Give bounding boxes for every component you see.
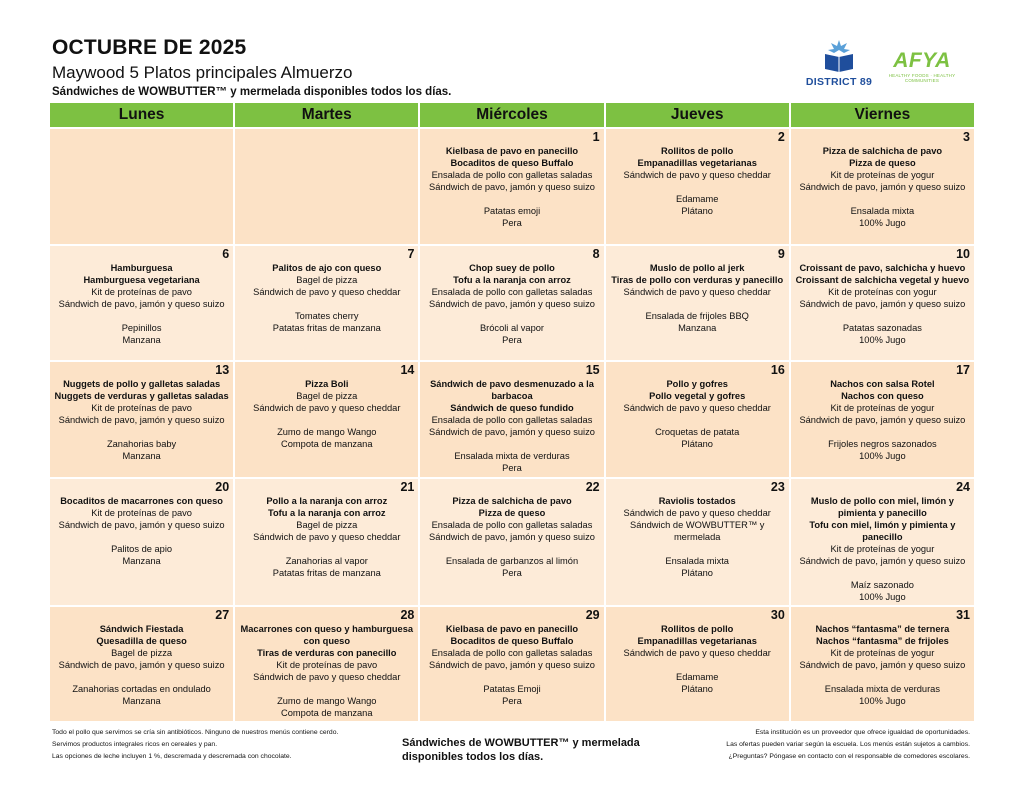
day-cell [606, 246, 789, 361]
main-dish: Tofu con miel, limón y pimienta y panecillo [809, 519, 956, 542]
footer-notes-right [660, 727, 970, 763]
main-dish: Nachos con queso [841, 391, 924, 401]
day-number: 27 [215, 607, 230, 622]
side-item: Zumo de mango Wango [277, 695, 377, 706]
menu-option: Kit de proteínas de yogur [830, 170, 935, 180]
menu-option: Sándwich de pavo, jamón y queso suizo [58, 415, 225, 425]
main-dish: Palitos de ajo con queso [272, 262, 382, 273]
day-number: 6 [222, 246, 230, 261]
menu-option: Kit de proteínas de pavo [276, 659, 378, 670]
side-item: Pera [502, 695, 522, 706]
menu-option: Sándwich de WOWBUTTER™ y mermelada [630, 519, 765, 542]
main-dish: Pizza de queso [478, 507, 546, 518]
main-dish: Raviolis tostados [658, 495, 736, 506]
main-dish: Nachos “fantasma” de ternera [815, 623, 950, 634]
menu-option: Kit de proteínas de pavo [91, 286, 192, 297]
side-item: Patatas Emoji [483, 683, 541, 694]
side-item: Manzana [122, 451, 161, 461]
day-cell [50, 479, 233, 605]
spacer [609, 543, 786, 555]
side-item: Pepinillos [121, 322, 162, 333]
side-item: 100% Jugo [859, 218, 906, 228]
spacer [423, 310, 600, 322]
menu-option: Ensalada de pollo con galletas saladas [431, 647, 593, 658]
menu-option: Sándwich de pavo y queso cheddar [623, 286, 771, 297]
side-item: Plátano [681, 206, 713, 216]
menu-option: Sándwich de pavo y queso cheddar [623, 403, 771, 413]
menu-option: Sándwich de pavo, jamón y queso suizo [58, 298, 225, 309]
menu-option: Sándwich de pavo y queso cheddar [623, 647, 771, 658]
day-cell [606, 607, 789, 722]
side-item: Ensalada mixta de verduras [454, 451, 570, 461]
side-item: Patatas fritas de manzana [272, 567, 381, 578]
menu-option: Kit de proteínas con yogur [828, 286, 937, 297]
side-item: Brócoli al vapor [479, 322, 545, 333]
spacer [238, 543, 415, 555]
day-number: 2 [777, 130, 785, 144]
menu-option: Kit de proteínas de yogur [830, 647, 935, 658]
day-number: 7 [407, 246, 415, 261]
spacer [794, 567, 971, 579]
menu-option: Sándwich de pavo y queso cheddar [253, 531, 401, 542]
side-item: Ensalada de garbanzos al limón [445, 555, 579, 566]
side-item: Manzana [122, 555, 161, 566]
day-cell [235, 246, 418, 361]
side-item: Manzana [122, 695, 161, 706]
day-cell [606, 129, 789, 244]
header-note: Sándwiches de WOWBUTTER™ y mermelada disponibles todos los días. [52, 86, 452, 98]
main-dish: Macarrones con queso y hamburguesa con queso [240, 623, 414, 646]
spacer [53, 310, 230, 322]
side-item: Croquetas de patata [655, 427, 740, 437]
main-dish: Chop suey de pollo [469, 262, 555, 273]
main-dish: Nachos “fantasma” de frijoles [816, 635, 949, 646]
side-item: Palitos de apio [111, 543, 173, 554]
day-number: 28 [400, 607, 415, 622]
day-cell [420, 607, 603, 722]
day-number: 10 [956, 246, 970, 261]
side-item: Plátano [681, 439, 713, 449]
day-cell [420, 362, 603, 477]
menu-option: Sándwich de pavo y queso cheddar [623, 170, 771, 180]
side-item: Frijoles negros sazonados [828, 439, 937, 449]
side-item: 100% Jugo [859, 591, 906, 602]
side-item: Pera [502, 567, 522, 578]
footer-note: Todo el pollo que servimos se cría sin antibióticos. Ninguno de nuestros menús contiene cerdo. [52, 729, 339, 736]
district-logo-text: DISTRICT 89 [805, 76, 873, 88]
menu-option: Sándwich de pavo, jamón y queso suizo [799, 555, 966, 566]
day-cell [50, 129, 233, 244]
day-cell [606, 362, 789, 477]
main-dish: Rollitos de pollo [661, 146, 734, 156]
footer-notes-left [52, 727, 412, 763]
side-item: Maíz sazonado [850, 579, 914, 590]
menu-option: Sándwich de pavo, jamón y queso suizo [429, 531, 595, 542]
menu-option: Bagel de pizza [296, 274, 358, 285]
side-item: Edamame [676, 194, 719, 204]
footer-note: Esta institución es un proveedor que ofrece igualdad de oportunidades. [755, 729, 970, 736]
menu-option: Ensalada de pollo con galletas saladas [431, 286, 593, 297]
spacer [423, 671, 600, 683]
day-cell [420, 129, 603, 244]
day-number: 16 [770, 363, 785, 377]
menu-option: Sándwich de pavo, jamón y queso suizo [429, 182, 595, 192]
side-item: Plátano [681, 567, 713, 578]
side-item: Patatas sazonadas [842, 322, 922, 333]
spacer [609, 659, 786, 671]
day-number: 29 [585, 607, 600, 622]
footer-note: ¿Preguntas? Póngase en contacto con el responsable de comedores escolares. [728, 753, 970, 760]
spacer [238, 414, 415, 426]
day-cell [791, 479, 974, 605]
day-header-jueves: Jueves [606, 103, 789, 127]
menu-option: Sándwich de pavo, jamón y queso suizo [58, 519, 225, 530]
day-cell [791, 362, 974, 477]
side-item: Tomates cherry [295, 310, 359, 321]
main-dish: Croissant de pavo, salchicha y huevo [799, 262, 966, 273]
day-header-viernes: Viernes [791, 103, 974, 127]
main-dish: Empanadillas vegetarianas [637, 635, 757, 646]
footer-note: Las opciones de leche incluyen 1 %, descremada y descremada con chocolate. [52, 753, 292, 760]
menu-option: Sándwich de pavo, jamón y queso suizo [799, 415, 966, 425]
main-dish: Tiras de pollo con verduras y panecillo [611, 274, 784, 285]
menu-option: Kit de proteínas de yogur [830, 543, 935, 554]
spacer [53, 671, 230, 683]
main-dish: Bocaditos de macarrones con queso [60, 495, 223, 506]
afya-logo [886, 50, 958, 88]
side-item: 100% Jugo [859, 451, 906, 461]
day-cell [235, 607, 418, 722]
spacer [423, 193, 600, 205]
day-number: 9 [777, 246, 785, 261]
spacer [609, 298, 786, 310]
district-emblem-icon [819, 38, 859, 72]
menu-option: Sándwich de pavo, jamón y queso suizo [429, 298, 595, 309]
menu-option: Sándwich de pavo y queso cheddar [253, 671, 401, 682]
day-cell [420, 246, 603, 361]
main-dish: Pollo y gofres [666, 379, 728, 389]
menu-option: Sándwich de pavo, jamón y queso suizo [799, 659, 966, 670]
menu-option: Sándwich de pavo, jamón y queso suizo [429, 659, 595, 670]
main-dish: Hamburguesa [110, 262, 173, 273]
spacer [794, 671, 971, 683]
menu-option: Sándwich de pavo, jamón y queso suizo [58, 659, 225, 670]
spacer [609, 181, 786, 193]
day-number: 23 [770, 479, 785, 494]
main-dish: Pollo a la naranja con arroz [266, 495, 388, 506]
day-number: 20 [215, 479, 230, 494]
side-item: Manzana [678, 322, 717, 333]
main-dish: Bocaditos de queso Buffalo [450, 158, 574, 168]
day-number: 17 [956, 363, 970, 377]
district-89-logo [800, 38, 878, 94]
day-header-lunes: Lunes [50, 103, 233, 127]
main-dish: Tofu a la naranja con arroz [453, 274, 571, 285]
day-header-miercoles: Miércoles [420, 103, 603, 127]
day-number: 24 [956, 479, 970, 494]
spacer [794, 310, 971, 322]
menu-option: Ensalada de pollo con galletas saladas [431, 170, 593, 180]
menu-option: Bagel de pizza [111, 647, 173, 658]
main-dish: Pizza Boli [305, 379, 349, 389]
menu-option: Kit de proteínas de pavo [91, 403, 192, 413]
main-dish: Tiras de verduras con panecillo [257, 647, 397, 658]
side-item: Zanahorias baby [106, 439, 177, 449]
spacer [423, 543, 600, 555]
day-cell [606, 479, 789, 605]
main-dish: Kielbasa de pavo en panecillo [445, 146, 579, 156]
main-dish: Nuggets de verduras y galletas saladas [54, 391, 229, 401]
footer-note: Servimos productos integrales ricos en cereales y pan. [52, 741, 218, 748]
side-item: Zanahorias cortadas en ondulado [72, 683, 211, 694]
side-item: Ensalada mixta de verduras [824, 683, 941, 694]
main-dish: Empanadillas vegetarianas [637, 158, 757, 168]
side-item: 100% Jugo [859, 695, 906, 706]
menu-calendar [50, 103, 974, 721]
side-item: Ensalada mixta [665, 555, 729, 566]
main-dish: Kielbasa de pavo en panecillo [445, 623, 579, 634]
day-number: 15 [585, 363, 600, 377]
side-item: Plátano [681, 683, 713, 694]
day-cell [50, 607, 233, 722]
menu-option: Bagel de pizza [296, 519, 358, 530]
day-cell [50, 362, 233, 477]
day-cell [235, 129, 418, 244]
main-dish: Pollo vegetal y gofres [649, 391, 746, 401]
footer-wowbutter-note: Sándwiches de WOWBUTTER™ y mermelada disponibles todos los días. [402, 737, 640, 763]
main-dish: Nachos con salsa Rotel [830, 379, 935, 389]
main-dish: Hamburguesa vegetariana [83, 274, 200, 285]
side-item: Manzana [122, 334, 161, 345]
side-item: Zumo de mango Wango [277, 427, 377, 437]
day-number: 21 [400, 479, 415, 494]
day-header-martes: Martes [235, 103, 418, 127]
side-item: 100% Jugo [859, 334, 906, 345]
day-number: 31 [956, 607, 970, 622]
spacer [53, 531, 230, 543]
main-dish: Pizza de queso [849, 158, 916, 168]
main-dish: Rollitos de pollo [661, 623, 734, 634]
afya-logo-text: AFYA [893, 49, 951, 72]
afya-logo-tagline: HEALTHY FOODS · HEALTHY COMMUNITIES [888, 73, 956, 83]
side-item: Edamame [676, 671, 719, 682]
page-title: OCTUBRE DE 2025 [52, 36, 247, 59]
footer-note: Las ofertas pueden variar según la escuela. Los menús están sujetos a cambios. [726, 741, 970, 748]
menu-option: Sándwich de pavo y queso cheddar [253, 403, 401, 413]
menu-option: Kit de proteínas de yogur [830, 403, 935, 413]
day-cell [235, 479, 418, 605]
day-number: 22 [585, 479, 600, 494]
page-header [52, 36, 752, 99]
main-dish: Croissant de salchicha vegetal y huevo [795, 274, 970, 285]
day-number: 1 [592, 130, 600, 144]
menu-option: Ensalada de pollo con galletas saladas [431, 415, 593, 425]
main-dish: Sándwich de queso fundido [450, 403, 574, 413]
side-item: Ensalada de frijoles BBQ [645, 310, 749, 321]
main-dish: Muslo de pollo al jerk [649, 262, 745, 273]
side-item: Ensalada mixta [850, 206, 915, 216]
day-cell [235, 362, 418, 477]
day-cell [791, 246, 974, 361]
day-number: 8 [592, 246, 600, 261]
spacer [609, 414, 786, 426]
side-item: Zanahorias al vapor [285, 555, 368, 566]
main-dish: Sándwich de pavo desmenuzado a la barbacoa [430, 379, 594, 401]
menu-option: Bagel de pizza [296, 391, 358, 401]
menu-option: Ensalada de pollo con galletas saladas [431, 519, 593, 530]
main-dish: Tofu a la naranja con arroz [267, 507, 386, 518]
menu-option: Sándwich de pavo y queso cheddar [623, 507, 771, 518]
spacer [423, 438, 600, 450]
day-number: 14 [400, 363, 415, 377]
menu-option: Sándwich de pavo, jamón y queso suizo [429, 427, 595, 437]
side-item: Pera [502, 334, 522, 345]
spacer [794, 426, 971, 438]
main-dish: Nuggets de pollo y galletas saladas [63, 379, 221, 389]
day-number: 30 [770, 607, 785, 622]
side-item: Compota de manzana [281, 707, 373, 718]
main-dish: Bocaditos de queso Buffalo [450, 635, 574, 646]
spacer [794, 193, 971, 205]
menu-option: Sándwich de pavo y queso cheddar [253, 286, 401, 297]
side-item: Compota de manzana [281, 439, 373, 449]
side-item: Pera [502, 218, 522, 228]
spacer [238, 298, 415, 310]
day-number: 13 [215, 363, 230, 377]
main-dish: Pizza de salchicha de pavo [452, 495, 572, 506]
day-cell [791, 129, 974, 244]
menu-option: Sándwich de pavo, jamón y queso suizo [799, 298, 966, 309]
day-number: 3 [963, 130, 970, 144]
main-dish: Muslo de pollo con miel, limón y pimienta y panecillo [810, 495, 954, 518]
page-subtitle: Maywood 5 Platos principales Almuerzo [52, 63, 353, 82]
spacer [53, 426, 230, 438]
day-cell [420, 479, 603, 605]
menu-option: Kit de proteínas de pavo [91, 507, 192, 518]
day-cell [791, 607, 974, 722]
day-cell [50, 246, 233, 361]
menu-option: Sándwich de pavo, jamón y queso suizo [799, 182, 966, 192]
side-item: Patatas emoji [483, 206, 541, 216]
main-dish: Quesadilla de queso [96, 635, 187, 646]
main-dish: Pizza de salchicha de pavo [822, 146, 943, 156]
spacer [238, 683, 415, 695]
main-dish: Sándwich Fiestada [99, 623, 184, 634]
side-item: Pera [502, 463, 522, 473]
side-item: Patatas fritas de manzana [272, 322, 381, 333]
